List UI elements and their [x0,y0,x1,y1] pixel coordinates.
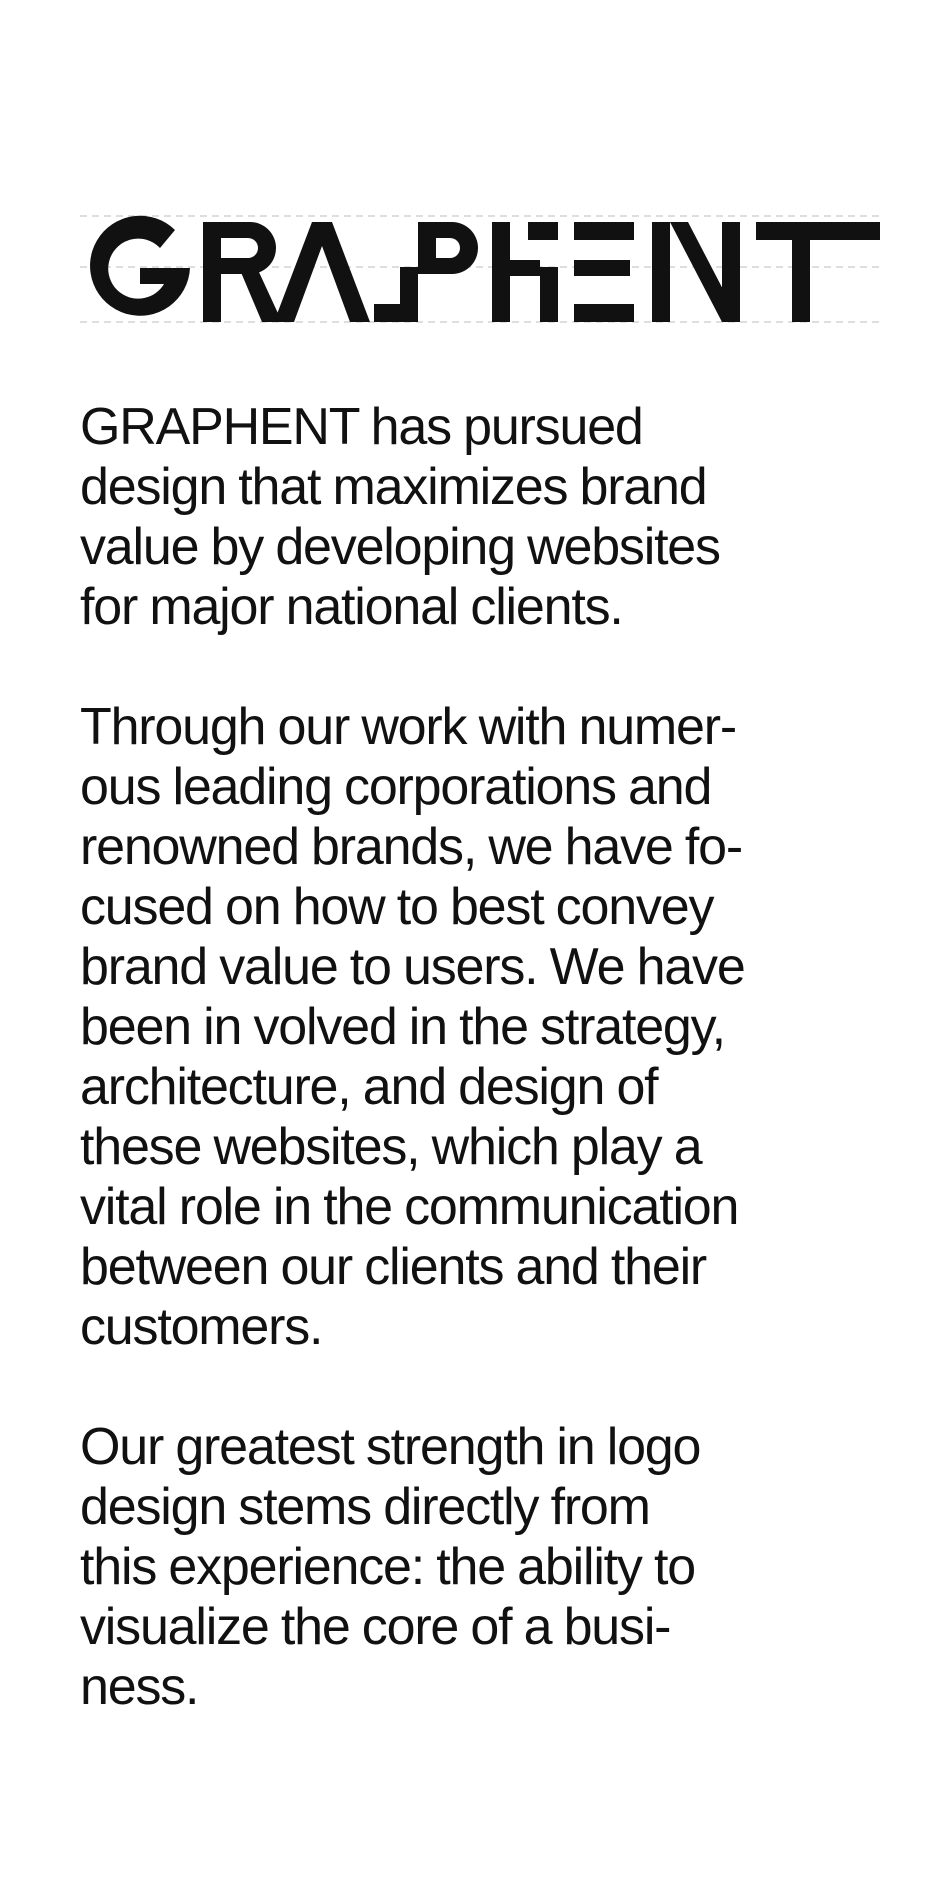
logo-letter-t [756,222,880,322]
logo-letter-g [90,216,190,316]
paragraph-2-line-10: between our clients and their [80,1238,707,1296]
graphent-logo [80,210,880,325]
paragraph-2-line-7: architecture, and design of [80,1058,658,1116]
logo-letter-r [203,222,282,322]
paragraph-2-line-6: been in volved in the strategy, [80,998,725,1056]
paragraph-1-line-3: value by developing websites [80,518,720,576]
paragraph-3-line-2: design stems directly from [80,1478,650,1536]
logo-letter-n [652,222,740,322]
logo-graphic [80,210,880,325]
paragraph-2-line-9: vital role in the communication [80,1178,739,1236]
logo-letter-h [492,222,558,322]
logo-letter-a [274,222,370,322]
paragraph-2-line-2: ous leading corporations and [80,758,712,816]
paragraph-2-line-5: brand value to users. We have [80,938,745,996]
paragraph-2-line-8: these websites, which play a [80,1118,702,1176]
paragraph-3-line-5: ness. [80,1658,199,1716]
logo-letter-p [374,222,478,322]
paragraph-3-line-4: visualize the core of a busi- [80,1598,671,1656]
paragraph-2-line-11: customers. [80,1298,323,1356]
paragraph-3-line-3: this experience: the ability to [80,1538,695,1596]
logo-letter-e [574,222,634,322]
paragraph-1-line-2: design that maximizes brand [80,458,707,516]
intro-copy [80,397,880,1777]
paragraph-2-line-4: cused on how to best convey [80,878,714,936]
paragraph-1 [80,397,880,637]
paragraph-3-line-1: Our greatest strength in logo [80,1418,701,1476]
paragraph-2-line-1: Through our work with numer- [80,698,736,756]
paragraph-2-line-3: renowned brands, we have fo- [80,818,742,876]
paragraph-2 [80,697,880,1357]
paragraph-3 [80,1417,880,1717]
paragraph-1-line-4: for major national clients. [80,578,623,636]
paragraph-1-line-1: GRAPHENT has pursued [80,398,643,456]
